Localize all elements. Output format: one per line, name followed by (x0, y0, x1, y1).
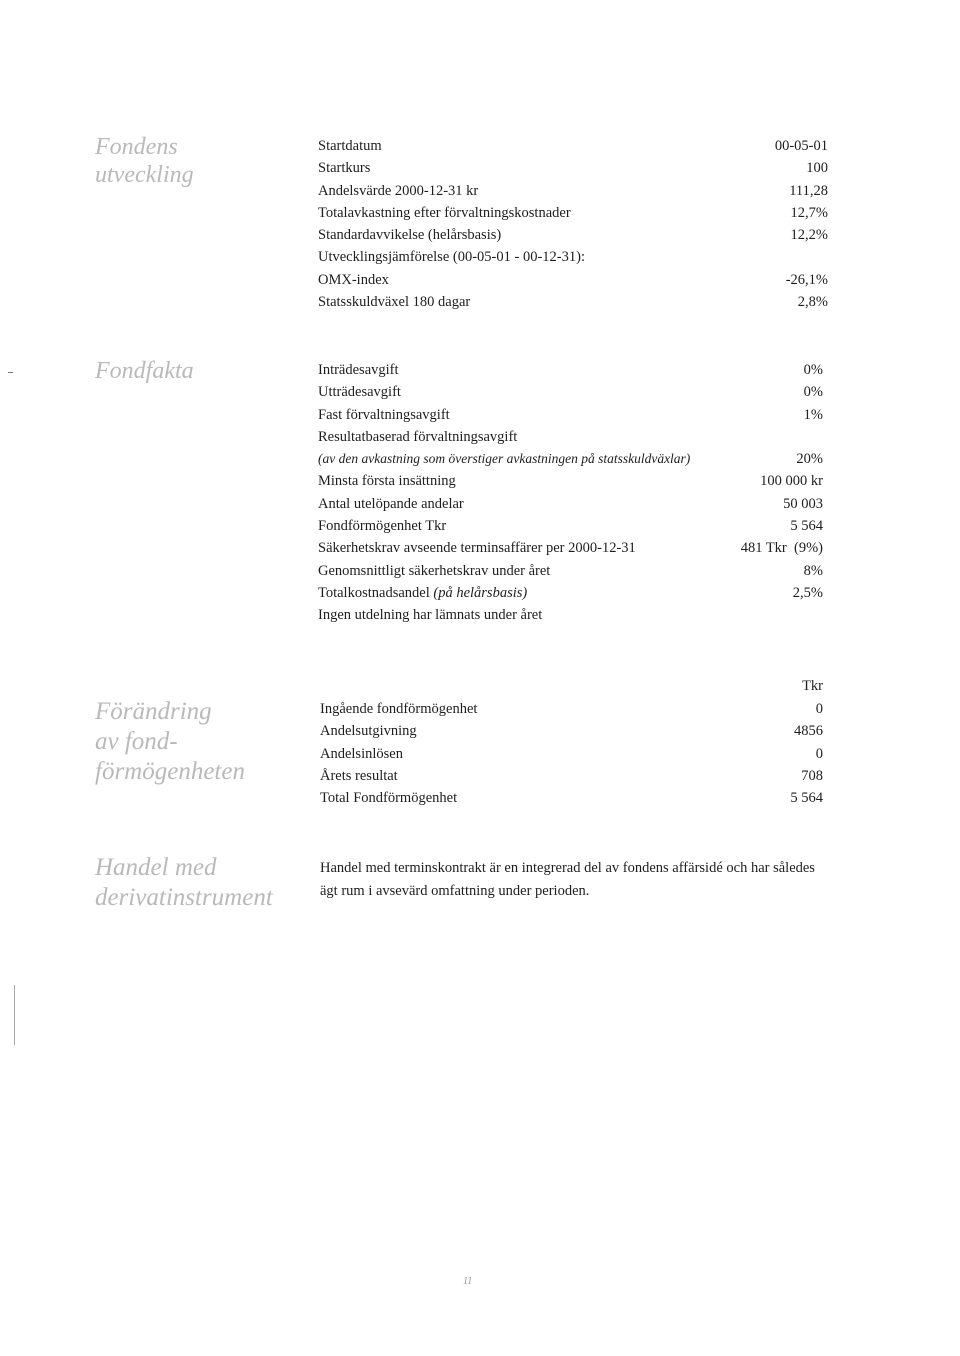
title-line: Fondfakta (95, 358, 194, 384)
row-value: 12,2% (790, 227, 828, 244)
row-value: 5 564 (790, 790, 823, 807)
table-row (318, 537, 823, 559)
row-value: 50 003 (783, 495, 823, 512)
section-title-utveckling (95, 133, 194, 189)
row-label: Genomsnittligt säkerhetskrav under året (318, 562, 551, 579)
row-label: Andelsutgivning (320, 723, 417, 740)
row-label: OMX-index (318, 271, 389, 288)
row-label: Årets resultat (320, 767, 398, 784)
table-row (318, 604, 823, 626)
table-row (318, 269, 828, 291)
row-label: Standardavvikelse (helårsbasis) (318, 227, 502, 244)
row-value: 100 000 kr (760, 473, 823, 490)
title-line: av fond- (95, 728, 178, 755)
row-value: 100 (806, 160, 828, 177)
row-label: Utträdesavgift (318, 384, 401, 401)
table-row (320, 743, 823, 765)
table-row (318, 582, 823, 604)
row-label: Ingående fondförmögenhet (320, 701, 478, 717)
table-row (318, 291, 828, 313)
row-label: Total Fondförmögenhet (320, 790, 458, 807)
row-value: 2,8% (797, 294, 828, 311)
row-label: Fondförmögenhet Tkr (318, 518, 447, 535)
fondfakta-table (318, 359, 823, 627)
title-line: förmögenheten (95, 758, 245, 785)
page-number: 11 (463, 1276, 473, 1287)
table-row (320, 698, 823, 720)
row-value: 5 564 (790, 518, 823, 535)
forandring-table (320, 675, 823, 809)
row-label: Statsskuldväxel 180 dagar (318, 294, 471, 311)
section-title-handel (95, 853, 273, 913)
row-value: 20% (796, 451, 823, 468)
row-label: Minsta första insättning (318, 473, 456, 490)
row-value: 1% (803, 406, 823, 423)
row-value: 00-05-01 (774, 138, 828, 154)
table-row (318, 470, 823, 492)
row-value: 0% (803, 384, 823, 401)
section-title-fondfakta (95, 357, 194, 385)
row-value: 481 Tkr (9%) (740, 540, 823, 557)
unit-label: Tkr (802, 678, 823, 694)
row-value: 8% (803, 562, 823, 579)
row-value: 12,7% (790, 204, 828, 221)
row-label-note: (av den avkastning som överstiger avkastningen på statsskuldväxlar) (318, 451, 691, 467)
table-row (320, 765, 823, 787)
table-row (320, 787, 823, 809)
table-row (318, 224, 828, 246)
row-value: 0% (803, 362, 823, 378)
row-label-text: Totalkostnadsandel (318, 584, 430, 601)
table-row (320, 720, 823, 742)
row-label: Utvecklingsjämförelse (00-05-01 - 00-12-31): (318, 249, 585, 266)
row-label: Antal utelöpande andelar (318, 495, 464, 512)
margin-mark (14, 985, 15, 1045)
title-line: Handel med (95, 854, 217, 881)
row-label (318, 582, 527, 604)
row-label: Andelsinlösen (320, 745, 403, 762)
title-line: Fondens (95, 134, 178, 160)
table-row (318, 404, 823, 426)
row-value: 4856 (794, 723, 823, 740)
row-label: Totalavkastning efter förvaltningskostnader (318, 204, 571, 221)
table-row (318, 180, 828, 202)
margin-mark (8, 372, 13, 373)
row-label: Säkerhetskrav avseende terminsaffärer per 2000-12-31 (318, 540, 636, 557)
row-label: Ingen utdelning har lämnats under året (318, 607, 543, 624)
table-row (318, 202, 828, 224)
row-value: 708 (801, 767, 823, 784)
row-label: Startkurs (318, 160, 371, 177)
table-row (318, 135, 828, 157)
table-row (318, 493, 823, 515)
row-value: 2,5% (792, 584, 823, 601)
table-row (318, 426, 823, 448)
row-value: 0 (815, 745, 823, 762)
row-label-italic: (på helårsbasis) (433, 584, 528, 601)
table-row (318, 246, 828, 268)
row-value: 111,28 (789, 182, 828, 199)
table-row (318, 381, 823, 403)
utveckling-table (318, 135, 828, 313)
handel-paragraph: Handel med terminskontrakt är en integrerad del av fondens affärsidé och har således ägt rum i avsevärd omfattning under perioden. (320, 860, 815, 899)
section-title-forandring (95, 697, 245, 787)
table-row (318, 515, 823, 537)
row-label: Resultatbaserad förvaltningsavgift (318, 428, 518, 445)
row-label: Fast förvaltningsavgift (318, 406, 450, 423)
row-label: Inträdesavgift (318, 362, 399, 378)
table-row (318, 560, 823, 582)
row-label: Andelsvärde 2000-12-31 kr (318, 182, 479, 199)
table-row (318, 448, 823, 470)
row-value: -26,1% (785, 271, 828, 288)
table-row (318, 157, 828, 179)
title-line: utveckling (95, 162, 194, 188)
table-header-row (320, 675, 823, 698)
table-row (318, 359, 823, 381)
title-line: Förändring (95, 698, 212, 725)
title-line: derivatinstrument (95, 884, 273, 911)
row-value: 0 (815, 701, 823, 717)
row-label: Startdatum (318, 138, 382, 154)
